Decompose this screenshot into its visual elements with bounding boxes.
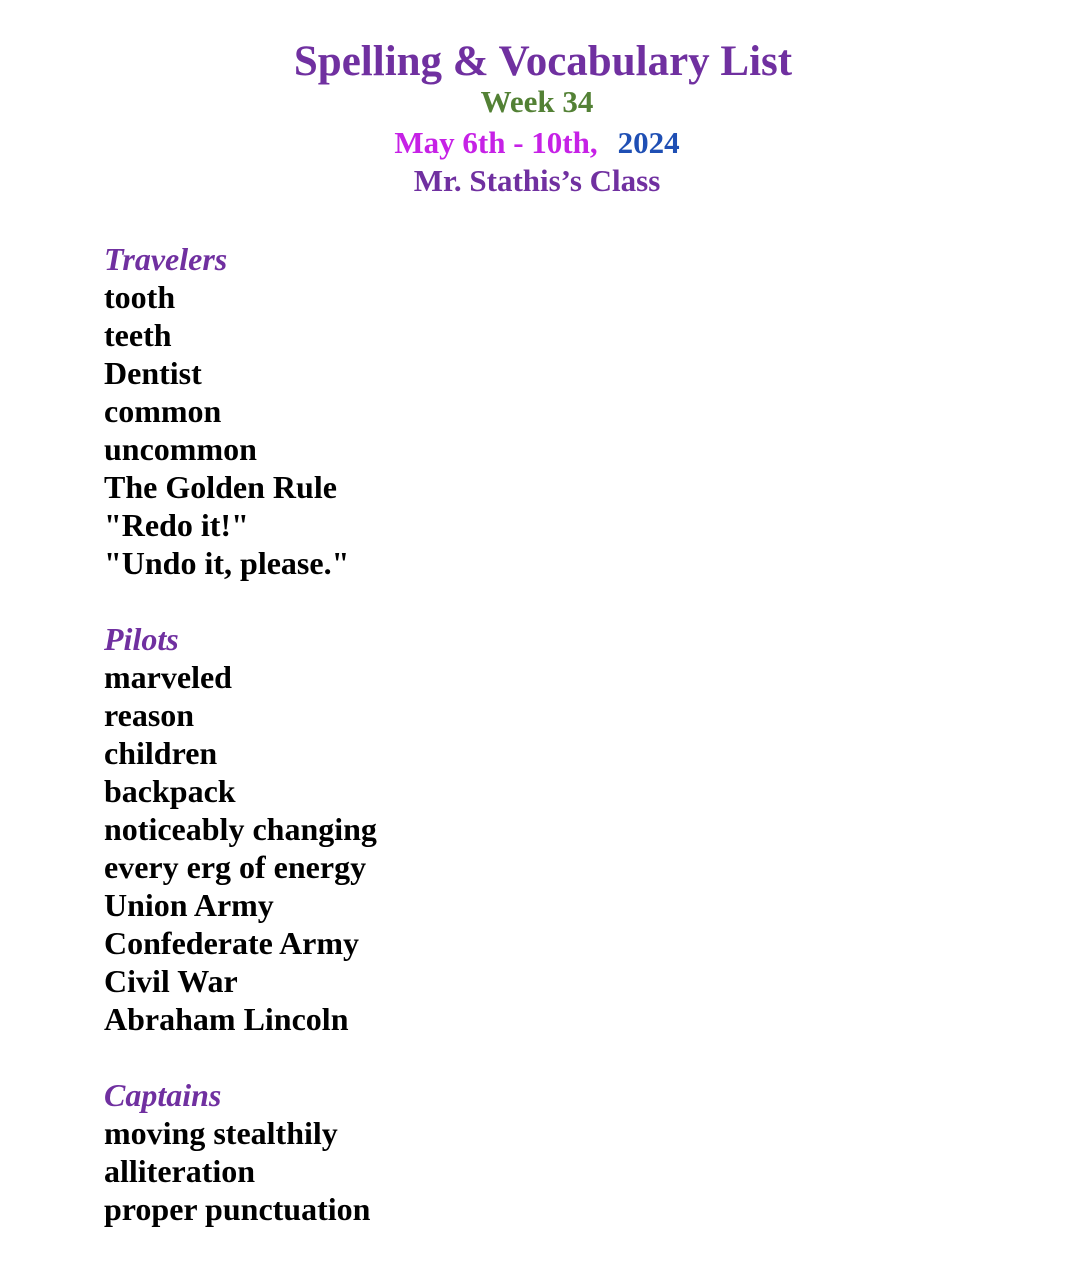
word-item: Dentist — [104, 355, 202, 391]
date-line — [0, 122, 1074, 164]
group-travelers — [104, 240, 1004, 582]
group-title: Pilots — [104, 621, 179, 657]
date-year: 2024 — [617, 125, 680, 160]
week-label: Week 34 — [480, 84, 594, 119]
group-pilots — [104, 620, 1004, 1038]
word-item: proper punctuation — [104, 1191, 371, 1227]
word-item: every erg of energy — [104, 849, 367, 885]
teacher-class: Mr. Stathis’s Class — [413, 163, 661, 198]
word-item: backpack — [104, 773, 236, 809]
word-item: "Redo it!" — [104, 507, 249, 543]
document-header — [0, 36, 1074, 200]
word-item: tooth — [104, 279, 176, 315]
word-item: Union Army — [104, 887, 274, 923]
word-item: Confederate Army — [104, 925, 360, 961]
word-list — [104, 1114, 1004, 1228]
word-list — [104, 278, 1004, 582]
word-item: "Undo it, please." — [104, 545, 350, 581]
word-item: teeth — [104, 317, 172, 353]
word-item: Abraham Lincoln — [104, 1001, 349, 1037]
group-title: Captains — [104, 1077, 222, 1113]
word-item: marveled — [104, 659, 232, 695]
word-item: uncommon — [104, 431, 257, 467]
word-item: noticeably changing — [104, 811, 377, 847]
document-title: Spelling & Vocabulary List — [293, 38, 793, 85]
word-item: moving stealthily — [104, 1115, 338, 1151]
group-captains — [104, 1076, 1004, 1228]
word-groups — [104, 240, 1004, 1266]
word-item: reason — [104, 697, 195, 733]
date-range: May 6th - 10th, — [394, 125, 598, 160]
word-item: common — [104, 393, 222, 429]
word-item: Civil War — [104, 963, 238, 999]
word-list — [104, 658, 1004, 1038]
word-item: children — [104, 735, 218, 771]
group-title: Travelers — [104, 241, 228, 277]
word-item: alliteration — [104, 1153, 256, 1189]
word-item: The Golden Rule — [104, 469, 337, 505]
